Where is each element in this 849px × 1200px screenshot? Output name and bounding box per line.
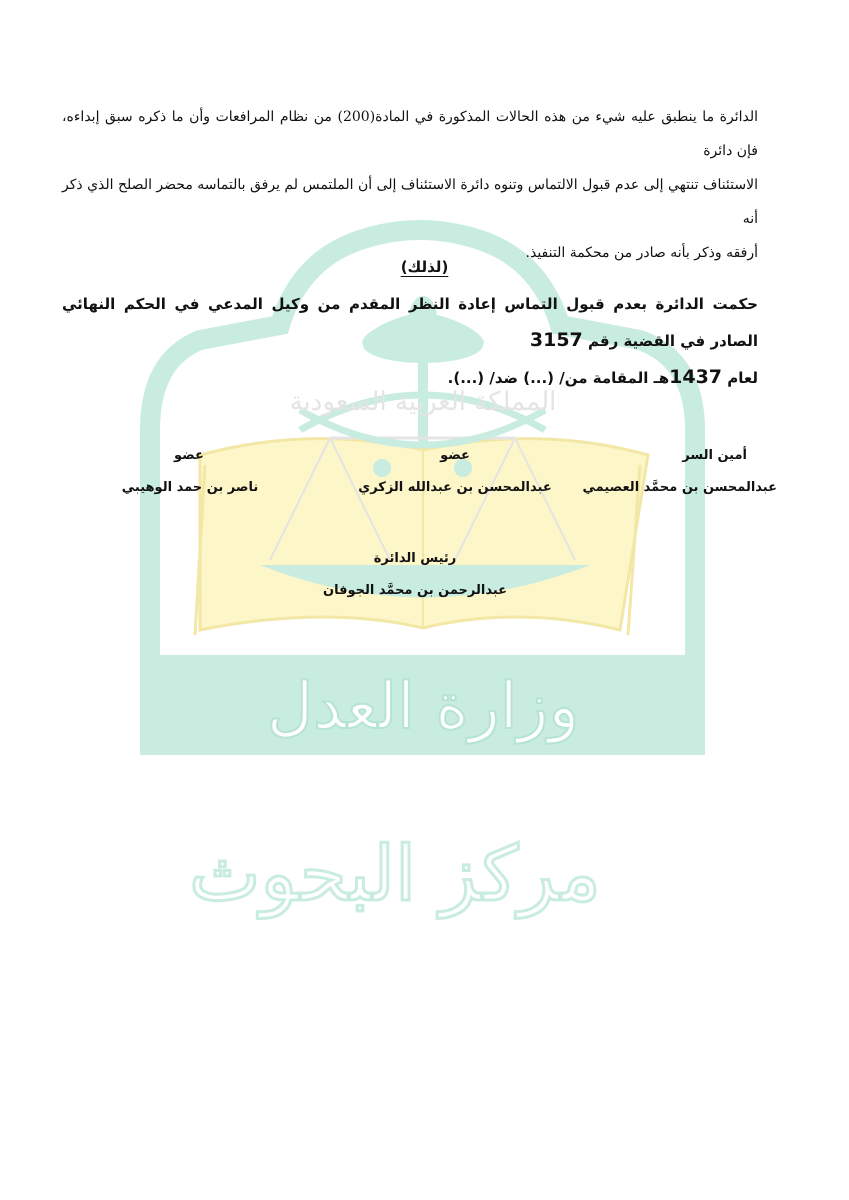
signature-role: أمين السر [682, 448, 747, 463]
ruling-paragraph [62, 286, 758, 396]
signature-secretary [582, 440, 777, 504]
signature-role: رئيس الدائرة [373, 551, 457, 566]
signature-role: عضو [174, 448, 204, 463]
signature-name: عبدالرحمن بن محمَّد الجوفان [322, 583, 508, 598]
watermark-country-text: المملكة العربية السعودية [289, 387, 557, 417]
signature-member-2 [100, 440, 280, 504]
case-year: 1437 [669, 366, 723, 388]
signature-name: عبدالمحسن بن محمَّد العصيمي [582, 480, 777, 495]
watermark-ministry-text: وزارة العدل [266, 670, 580, 744]
ruling-parties: هـ المقامة من/ (...) ضد/ (...). [447, 369, 670, 387]
ruling-text: حكمت الدائرة بعدم قبول التماس إعادة النظر المقدم من وكيل المدعي في الحكم النهائي الصادر في القضية رقم [62, 295, 758, 350]
paragraph-line: أرفقه وذكر بأنه صادر من محكمة التنفيذ. [525, 245, 758, 261]
paragraph-line: الدائرة ما ينطبق عليه شيء من هذه الحالات المذكورة في المادة(200) من نظام المرافعات وأن ما ذكره سبق إبداءه، فإن دائرة [62, 109, 758, 159]
paragraph-line: الاستئناف تنتهي إلى عدم قبول الالتماس وتنوه دائرة الاستئناف إلى أن الملتمس لم يرفق بالتماسه محضر الصلح الذي ذكر أنه [62, 177, 758, 227]
signature-name: عبدالمحسن بن عبدالله الزكري [358, 480, 552, 495]
signature-role: عضو [440, 448, 470, 463]
signature-head [320, 543, 510, 607]
heading-text: (لذلك) [400, 258, 449, 276]
body-paragraph [62, 100, 758, 270]
signature-member-1 [350, 440, 560, 504]
ruling-line-1 [62, 286, 758, 359]
watermark-center-text: مركز البحوث [189, 829, 601, 918]
ruling-line-2 [62, 359, 758, 396]
year-prefix: لعام [727, 369, 758, 387]
section-heading [0, 258, 849, 276]
case-number: 3157 [529, 329, 583, 351]
signature-name: ناصر بن حمد الوهيبي [121, 480, 259, 495]
